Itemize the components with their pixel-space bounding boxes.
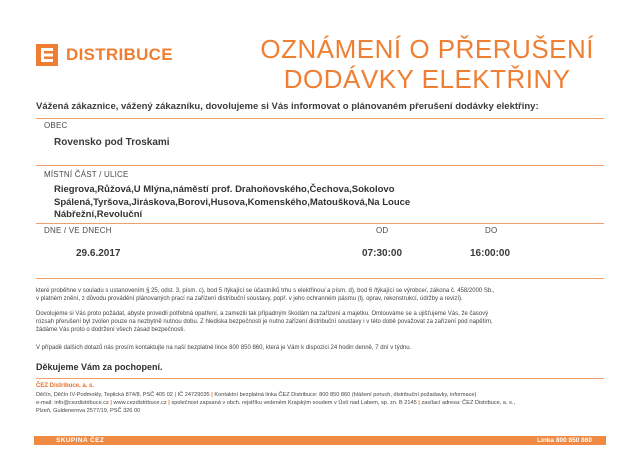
street-list [54,184,434,222]
safety-line: Dovolujeme si Vás proto požádat, abyste provedli potřebná opatření, a zamezili tak případným škodám na zařízení a majetku. Omlouváme se a ujišťujeme Vás, že časový [36,311,489,317]
footer-company: ČEZ Distribuce, a. s. [36,383,95,389]
date-label: DNE / VE DNECH [44,226,112,235]
legal-paragraph [36,287,608,303]
separator: | [211,392,213,398]
footer-city: Plzeň, Guldenerova 2577/19, PSČ 326 00 [36,408,141,414]
legal-line: které proběhne v souladu s ustanovením § 25, odst. 3, písm. c), bod 5 /týkající se účastníků trhu s elektřinou/ a písm. d), bod 6 /týkající se výrobce/, zákona č. 458/2000 Sb., [36,288,495,294]
hotline-label: Linka 800 850 860 [537,437,592,444]
from-label: OD [376,226,389,235]
bottom-bar [34,436,606,445]
title-line-2: DODÁVKY ELEKTŘINY [283,64,571,94]
divider [36,378,604,379]
ulice-label: MÍSTNÍ ČÁST / ULICE [44,170,129,179]
outage-to: 16:00:00 [470,248,511,259]
contact-paragraph: V případě dalších dotazů nás prosím kontaktujte na naší bezplatné lince 800 850 860, která je Vám k dispozici 24 hodin denně, 7 dní v týdnu. [36,345,412,351]
group-label: SKUPINA ČEZ [56,437,105,444]
cez-logo-icon [36,44,58,66]
obec-label: OBEC [44,121,68,130]
footer-registry: společnost zapsaná v obch. rejstříku vedeném Krajským soudem v Ústí nad Labem, sp. zn. B 2145 [171,400,417,406]
notice-title [260,34,594,94]
footer-email: e-mail: info@cezdistribuce.cz [36,400,109,406]
separator: | [110,400,112,406]
logo-text: DISTRIBUCE [66,45,173,64]
to-label: DO [485,226,498,235]
street-line: Riegrova,Růžová,U Mlýna,náměstí prof. Drahoňovského,Čechova,Sokolovo [54,184,395,195]
safety-paragraph [36,310,608,334]
footer-address-text: Děčín, Děčín IV-Podmokly, Teplická 874/8, PSČ 405 02 [36,392,173,398]
outage-date: 29.6.2017 [76,248,121,259]
footer-hotline: Kontaktní bezplatná linka ČEZ Distribuce: 800 850 860 (hlášení poruch, distribuční požadavky, informace) [214,392,477,398]
divider [36,118,604,119]
legal-line: v platném znění, z důvodu provádění plánovaných prací na zařízení distribuční soustavy, popř. v jeho ochranném pásmu (tj. oprav, rekonstrukcí, údržby a revizí). [36,296,463,302]
footer-address [36,391,611,415]
obec-value: Rovensko pod Troskami [54,137,170,148]
separator: | [168,400,170,406]
divider [36,165,604,166]
greeting-text: Vážená zákaznice, vážený zákazníku, dovolujeme si Vás informovat o plánovaném přerušení dodávky elektřiny: [36,101,539,112]
separator: | [418,400,420,406]
cez-logo [36,40,173,70]
footer-ico: IČ 24729035 [177,392,210,398]
separator: | [174,392,177,398]
footer-web: www.cezdistribuce.cz [113,400,167,406]
safety-line: rozsah přerušení byl zvolen pouze na nezbytně nutnou dobu. Z hlediska bezpečnosti je nutno zařízení distribuční soustavy i v této době považovat za zařízení pod napětím, [36,319,493,325]
outage-from: 07:30:00 [362,248,403,259]
street-line: Spálená,Tyršova,Jiráskova,Borovi,Husova,Komenského,Matoušková,Na Louce [54,196,411,208]
title-line-1: OZNÁMENÍ O PŘERUŠENÍ [260,34,594,64]
divider [36,278,604,279]
divider [36,223,604,224]
street-line: Nábřežní,Revoluční [54,209,143,220]
footer-mail-address: zasílací adresa: ČEZ Distribuce, a. s., [421,400,516,406]
thanks-text: Děkujeme Vám za pochopení. [36,362,163,372]
safety-line: žádáme Vás proto o dodržení všech zásad bezpečnosti. [36,327,186,333]
